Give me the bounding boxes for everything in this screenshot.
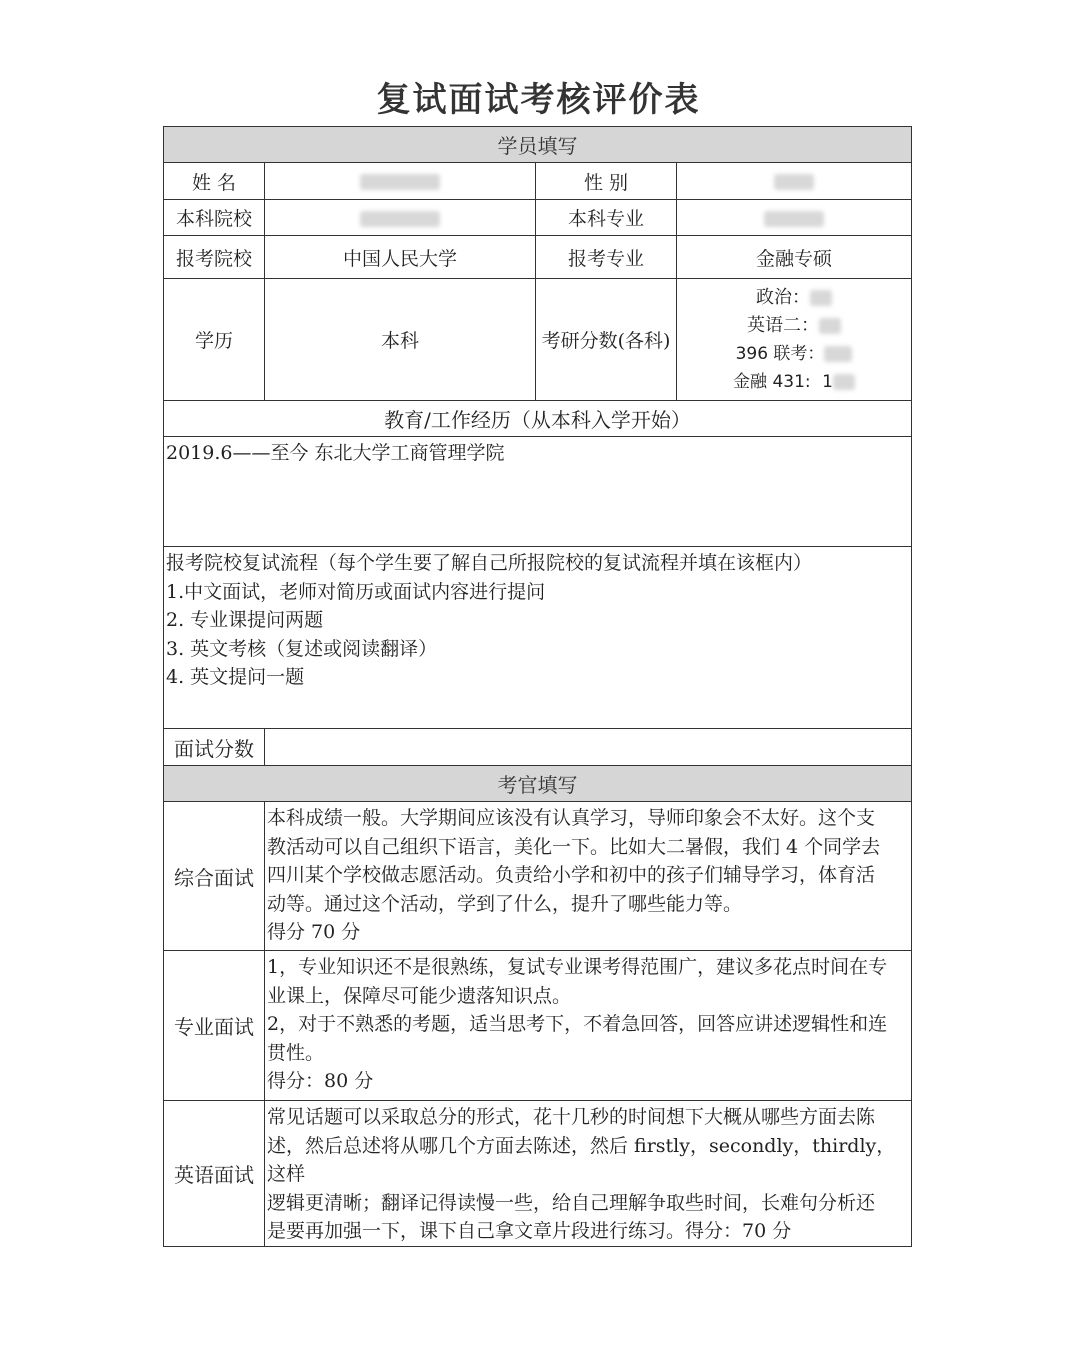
experience-content bbox=[164, 437, 912, 547]
undergrad-school-redacted bbox=[360, 211, 440, 227]
interview-score-label: 面试分数 bbox=[164, 729, 265, 766]
experience-text: 2019.6——至今 东北大学工商管理学院 bbox=[166, 442, 505, 464]
undergrad-major-value bbox=[677, 200, 912, 236]
target-major-label: 报考专业 bbox=[536, 236, 677, 279]
professional-interview-label: 专业面试 bbox=[164, 951, 265, 1101]
score-431: 金融 431: 1 bbox=[677, 368, 911, 396]
gender-redacted bbox=[774, 174, 814, 190]
english-interview-comment: 常见话题可以采取总分的形式，花十几秒的时间想下大概从哪些方面去陈 述，然后总述将从哪几个方面去陈述，然后 firstly，secondly，thirdly，这样 逻辑更清晰；翻译记得读慢一些，给自己理解争取些时间，长难句分析还 是要再加强一下，课下自己拿文章片段进行练习。得分：70 分 bbox=[265, 1101, 912, 1247]
target-school-label: 报考院校 bbox=[164, 236, 265, 279]
process-step: 4. 英文提问一题 bbox=[166, 666, 305, 688]
process-step: 1.中文面试，老师对简历或面试内容进行提问 bbox=[166, 580, 546, 603]
comprehensive-interview-label: 综合面试 bbox=[164, 802, 265, 951]
student-section-header: 学员填写 bbox=[164, 127, 912, 163]
exam-scores-label: 考研分数(各科) bbox=[536, 279, 677, 401]
target-major-value: 金融专硕 bbox=[677, 236, 912, 279]
name-redacted bbox=[360, 174, 440, 190]
evaluation-form-table bbox=[163, 126, 912, 1247]
undergrad-school-label: 本科院校 bbox=[164, 200, 265, 236]
professional-interview-comment: 1，专业知识还不是很熟练，复试专业课考得范围广，建议多花点时间在专 业课上，保障尽可能少遗落知识点。 2，对于不熟悉的考题，适当思考下，不着急回答，回答应讲述逻辑性和连 贯性。 得分：80 分 bbox=[265, 951, 912, 1101]
examiner-section-header: 考官填写 bbox=[164, 766, 912, 802]
name-value bbox=[265, 163, 536, 200]
interview-score-value bbox=[265, 729, 912, 766]
comprehensive-interview-comment: 本科成绩一般。大学期间应该没有认真学习，导师印象会不太好。这个支 教活动可以自己组织下语言，美化一下。比如大二暑假，我们 4 个同学去 四川某个学校做志愿活动。负责给小学和初中的孩子们辅导学习，体育活 动等。通过这个活动，学到了什么，提升了哪些能力等。 得分 70 分 bbox=[265, 802, 912, 951]
exam-scores-list bbox=[677, 279, 912, 401]
score-english: 英语二： bbox=[677, 312, 911, 340]
process-step: 3. 英文考核（复述或阅读翻译） bbox=[166, 637, 438, 660]
score-396: 396 联考： bbox=[677, 340, 911, 368]
english-interview-label: 英语面试 bbox=[164, 1101, 265, 1247]
page-title: 复试面试考核评价表 bbox=[376, 80, 701, 120]
education-value: 本科 bbox=[265, 279, 536, 401]
process-step: 2. 专业课提问两题 bbox=[166, 609, 324, 631]
gender-label: 性 别 bbox=[536, 163, 677, 200]
gender-value bbox=[677, 163, 912, 200]
process-content bbox=[164, 547, 912, 729]
undergrad-major-redacted bbox=[764, 211, 824, 227]
undergrad-school-value bbox=[265, 200, 536, 236]
process-heading: 报考院校复试流程（每个学生要了解自己所报院校的复试流程并填在该框内） bbox=[166, 552, 813, 574]
target-school-value: 中国人民大学 bbox=[265, 236, 536, 279]
name-label: 姓 名 bbox=[164, 163, 265, 200]
undergrad-major-label: 本科专业 bbox=[536, 200, 677, 236]
score-politics: 政治： bbox=[677, 284, 911, 312]
experience-header: 教育/工作经历（从本科入学开始） bbox=[164, 401, 912, 437]
education-label: 学历 bbox=[164, 279, 265, 401]
